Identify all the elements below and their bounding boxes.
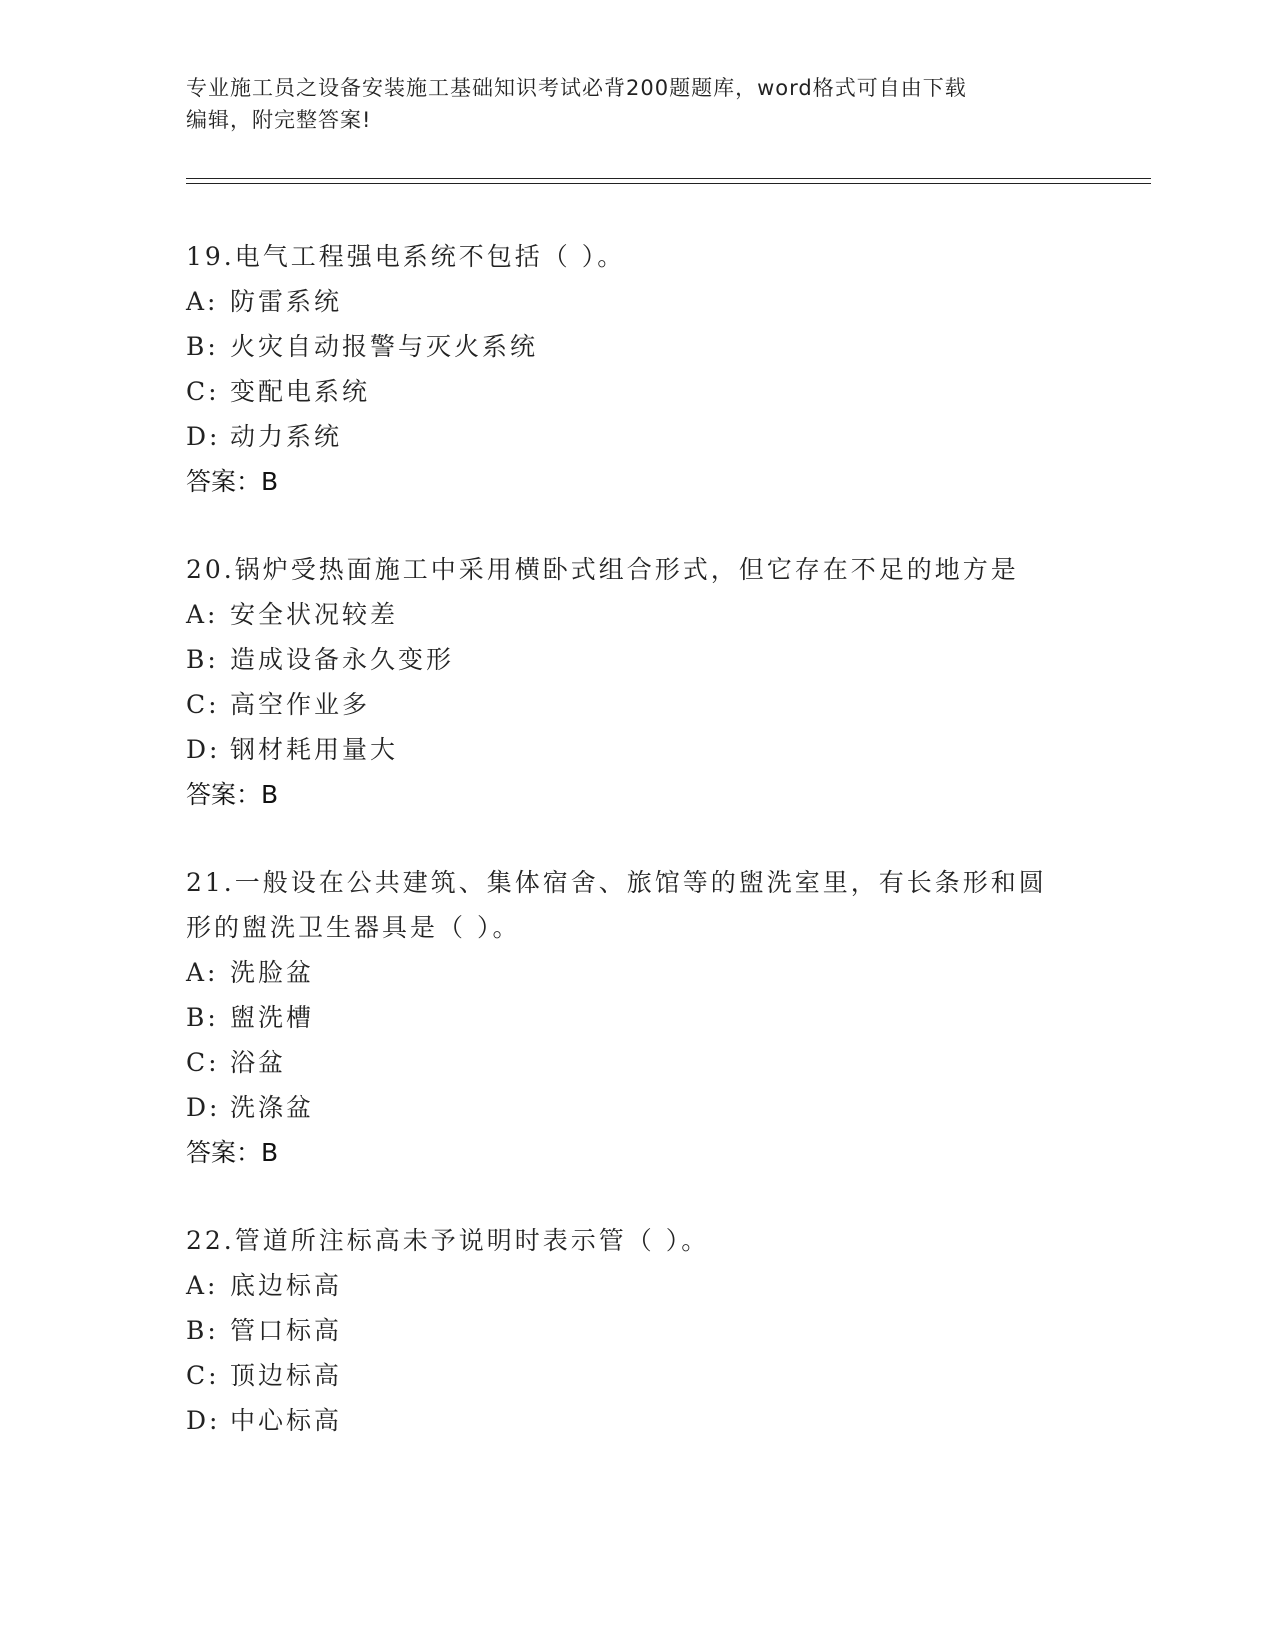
option-key: A: <box>186 600 219 629</box>
option-key: C: <box>186 1361 220 1390</box>
question-stem-line-1: 21.一般设在公共建筑、集体宿舍、旅馆等的盥洗室里，有长条形和圆 <box>186 868 1047 897</box>
header-line-1: 专业施工员之设备安装施工基础知识考试必背200题题库，word格式可自由下载 <box>186 76 967 100</box>
option-text: 变配电系统 <box>230 377 371 406</box>
document-header <box>186 72 1066 136</box>
option-b <box>186 1308 1086 1353</box>
option-text: 洗涤盆 <box>230 1093 315 1122</box>
option-key: D: <box>186 1406 221 1435</box>
option-b <box>186 324 1086 369</box>
answer-line <box>186 772 1086 817</box>
option-key: A: <box>186 287 219 316</box>
question-stem: 19.电气工程强电系统不包括（ ）。 <box>186 242 626 271</box>
option-c <box>186 682 1086 727</box>
option-a <box>186 592 1086 637</box>
option-b <box>186 637 1086 682</box>
option-b <box>186 995 1086 1040</box>
option-key: B: <box>186 332 219 361</box>
option-text: 顶边标高 <box>230 1361 343 1390</box>
option-text: 动力系统 <box>230 422 343 451</box>
option-key: D: <box>186 422 221 451</box>
header-divider-bottom <box>186 183 1151 184</box>
question-20 <box>186 547 1086 817</box>
option-text: 造成设备永久变形 <box>230 645 455 674</box>
question-21 <box>186 860 1086 1175</box>
option-key: B: <box>186 645 219 674</box>
answer-label: 答案： <box>186 1138 262 1167</box>
option-key: D: <box>186 1093 221 1122</box>
option-key: C: <box>186 1048 220 1077</box>
answer-value: B <box>261 467 279 496</box>
header-line-2: 编辑，附完整答案! <box>186 108 372 132</box>
answer-value: B <box>261 780 279 809</box>
question-22 <box>186 1218 1086 1443</box>
question-stem: 20.锅炉受热面施工中采用横卧式组合形式，但它存在不足的地方是 <box>186 555 1019 584</box>
question-19 <box>186 234 1086 504</box>
option-key: A: <box>186 958 219 987</box>
question-list <box>186 234 1086 1486</box>
option-d <box>186 1398 1086 1443</box>
option-a <box>186 279 1086 324</box>
option-text: 高空作业多 <box>230 690 371 719</box>
header-divider-top <box>186 178 1151 179</box>
option-key: A: <box>186 1271 219 1300</box>
option-a <box>186 950 1086 995</box>
option-text: 盥洗槽 <box>230 1003 315 1032</box>
answer-line <box>186 1130 1086 1175</box>
option-key: C: <box>186 690 220 719</box>
question-stem-line-2: 形的盥洗卫生器具是（ ）。 <box>186 913 521 942</box>
answer-value: B <box>261 1138 279 1167</box>
option-d <box>186 727 1086 772</box>
option-text: 浴盆 <box>230 1048 287 1077</box>
option-text: 火灾自动报警与灭火系统 <box>230 332 539 361</box>
option-text: 中心标高 <box>230 1406 343 1435</box>
option-text: 安全状况较差 <box>230 600 399 629</box>
question-stem: 22.管道所注标高未予说明时表示管（ ）。 <box>186 1226 710 1255</box>
option-text: 钢材耗用量大 <box>230 735 399 764</box>
option-d <box>186 1085 1086 1130</box>
option-text: 管口标高 <box>230 1316 343 1345</box>
option-key: C: <box>186 377 220 406</box>
option-text: 底边标高 <box>230 1271 343 1300</box>
option-c <box>186 1353 1086 1398</box>
option-key: B: <box>186 1316 219 1345</box>
option-c <box>186 369 1086 414</box>
option-text: 洗脸盆 <box>230 958 315 987</box>
option-text: 防雷系统 <box>230 287 343 316</box>
option-a <box>186 1263 1086 1308</box>
answer-line <box>186 459 1086 504</box>
answer-label: 答案： <box>186 467 262 496</box>
option-key: D: <box>186 735 221 764</box>
option-key: B: <box>186 1003 219 1032</box>
answer-label: 答案： <box>186 780 262 809</box>
option-d <box>186 414 1086 459</box>
option-c <box>186 1040 1086 1085</box>
